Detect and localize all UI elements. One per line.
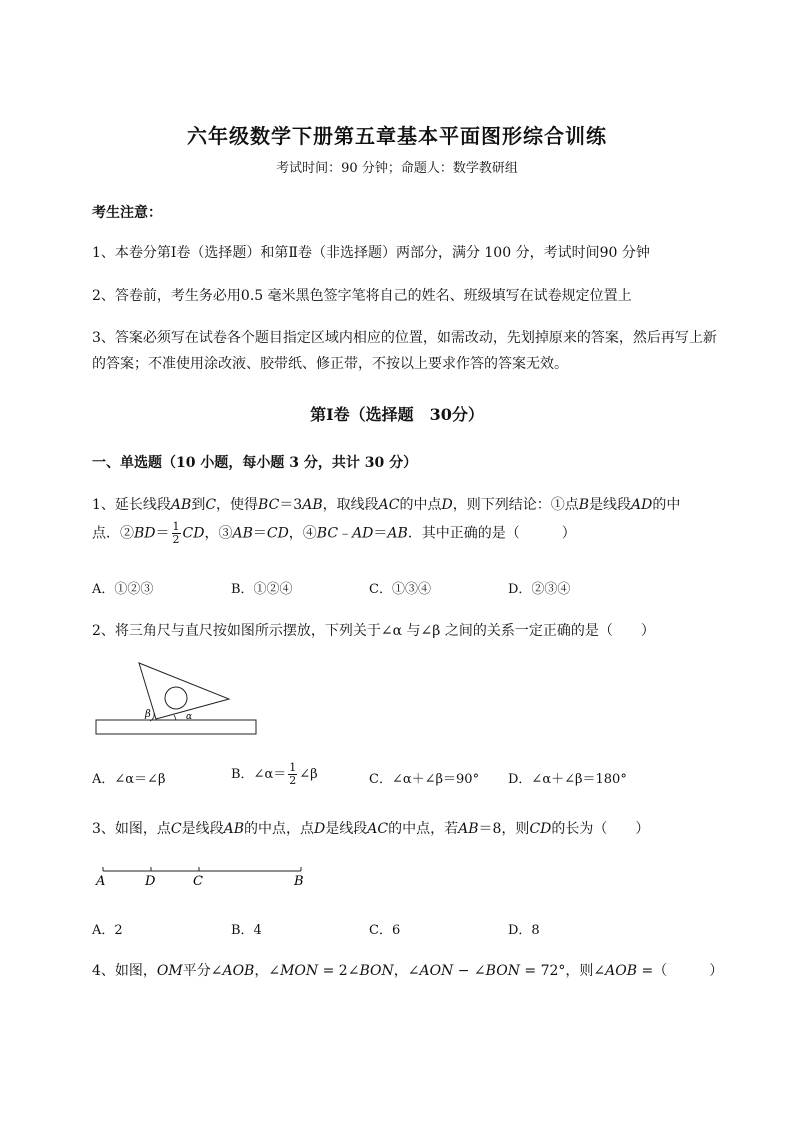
notice-item-1: 1、本卷分第Ⅰ卷（选择题）和第Ⅱ卷（非选择题）两部分，满分 100 分，考试时间90 分钟 xyxy=(92,245,650,261)
q2-option-b[interactable]: B．∠α＝ $\frac{1}{2}$ ∠β xyxy=(231,761,318,787)
fraction-half: $\frac{1}{2}$ xyxy=(172,520,180,546)
q2-option-a[interactable]: A．∠α＝∠β xyxy=(92,772,166,787)
notice-item-3: 3、答案必须写在试卷各个题目指定区域内相应的位置，如需改动，先划掉原来的答案，然后再写上新 xyxy=(92,330,717,346)
q3-option-d[interactable]: D．8 xyxy=(508,923,540,938)
page-title: 六年级数学下册第五章基本平面图形综合训练 xyxy=(187,124,607,148)
q1-option-d[interactable]: D．②③④ xyxy=(508,582,571,597)
label-a: A xyxy=(96,874,106,889)
section-title: 第Ⅰ卷（选择题 30分） xyxy=(310,405,484,424)
notice-item-2: 2、答卷前，考生务必用0.5 毫米黑色签字笔将自己的姓名、班级填写在试卷规定位置上 xyxy=(92,288,632,304)
triangle-ruler-figure xyxy=(90,655,265,740)
label-d: D xyxy=(145,874,156,889)
q1-line2: 点．②BD＝ $\frac{1}{2}$ CD，③AB＝CD，④BC﹣AD＝AB．其中正确的是（ ） xyxy=(92,520,576,546)
q3-option-b[interactable]: B．4 xyxy=(231,923,262,938)
ruler-shape xyxy=(96,720,256,734)
alpha-arc xyxy=(174,715,176,720)
q1-option-a[interactable]: A．①②③ xyxy=(92,582,154,597)
q2-option-c[interactable]: C．∠α＋∠β＝90° xyxy=(369,772,480,787)
q1-line1: 1、延长线段AB到C，使得BC＝3AB，取线段AC的中点D，则下列结论：①点B是线段AD的中 xyxy=(92,497,681,513)
triangle-hole xyxy=(165,687,187,709)
label-c: C xyxy=(193,874,203,889)
segment-figure xyxy=(90,862,320,892)
q1-option-b[interactable]: B．①②④ xyxy=(231,582,293,597)
label-b: B xyxy=(294,874,304,889)
q2-stem: 2、将三角尺与直尺按如图所示摆放，下列关于∠α 与∠β 之间的关系一定正确的是（ ） xyxy=(92,623,655,639)
q1-option-c[interactable]: C．①③④ xyxy=(369,582,431,597)
alpha-label: α xyxy=(186,712,193,722)
beta-label: β xyxy=(145,709,151,720)
notice-item-3-cont: 的答案；不准使用涂改液、胶带纸、修正带，不按以上要求作答的答案无效。 xyxy=(92,356,568,372)
q4-stem: 4、如图，OM平分∠AOB，∠MON = 2∠BON，∠AON − ∠BON = 72°，则∠AOB =（ ） xyxy=(92,963,724,979)
q2-option-d[interactable]: D．∠α＋∠β＝180° xyxy=(508,772,627,787)
q3-option-c[interactable]: C．6 xyxy=(369,923,401,938)
part-heading: 一、单选题（10 小题，每小题 3 分，共计 30 分） xyxy=(92,455,418,471)
q3-option-a[interactable]: A．2 xyxy=(92,923,123,938)
notice-heading: 考生注意： xyxy=(92,205,162,221)
exam-info: 考试时间：90 分钟；命题人：数学教研组 xyxy=(276,161,518,176)
q3-stem: 3、如图，点C是线段AB的中点，点D是线段AC的中点，若AB＝8，则CD的长为（ ） xyxy=(92,821,650,837)
